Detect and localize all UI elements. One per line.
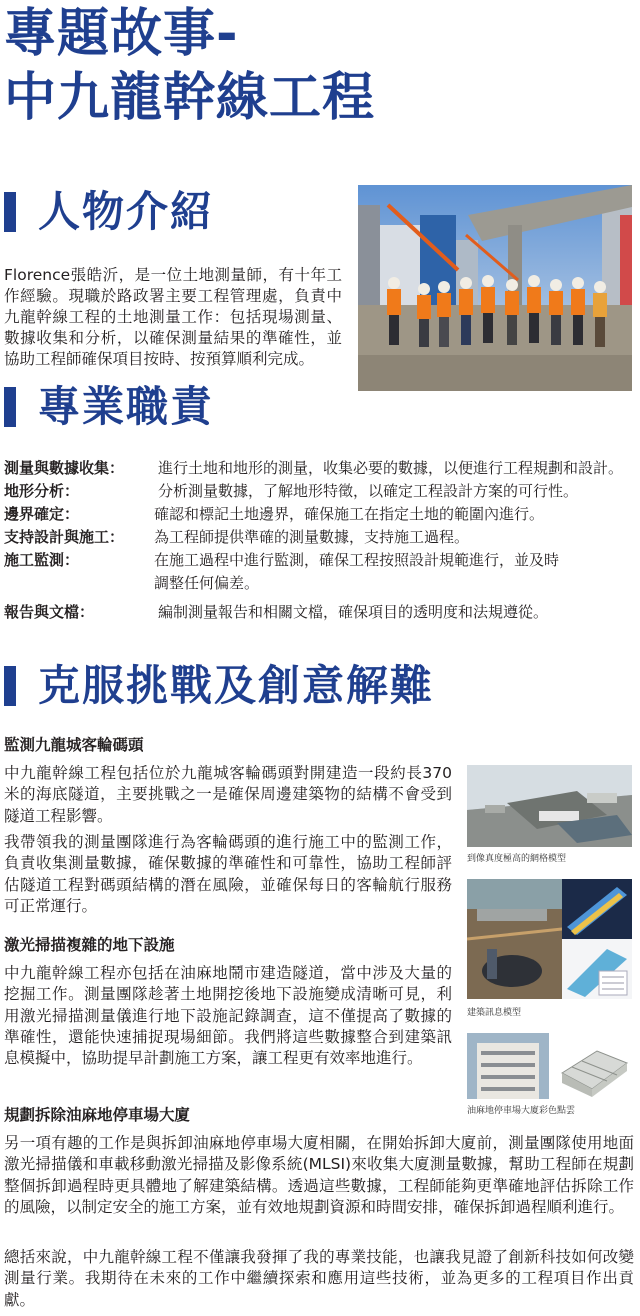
duty-item <box>4 526 640 549</box>
subheading-ferry-pier: 監測九龍城客輪碼頭 <box>4 736 144 754</box>
duty-item <box>4 480 640 503</box>
section-title-profile: 人物介紹 <box>38 187 215 236</box>
section-heading-duties <box>4 381 214 433</box>
page-title <box>4 2 375 130</box>
subheading-car-park: 規劃拆除油麻地停車場大廈 <box>4 1106 191 1124</box>
section-bar <box>4 387 16 427</box>
car-park-point-cloud-figure <box>467 1033 632 1099</box>
caption-mesh-model: 到像真度極高的網格模型 <box>467 854 567 864</box>
paragraph-car-park: 另一項有趣的工作是與拆卸油麻地停車場大廈相關，在開始拆卸大廈前，測量團隊使用地面激光掃描儀和車載移動激光掃描及影像系統(MLSI)來收集大廈測量數據，幫助工程師在規劃整個拆卸過程時更具體地了解建築結構。透過這些數據，工程師能夠更準確地評估拆除工作的風險，以制定安全的施工方案，並有效地規劃資源和時間安排，確保拆卸過程順利進行。 <box>4 1134 634 1216</box>
duty-term: 邊界確定： <box>4 505 80 523</box>
paragraph-laser-scan: 中九龍幹線工程亦包括在油麻地鬧市建造隧道，當中涉及大量的挖掘工作。測量團隊趁著土地開挖後地下設施變成清晰可見，利用激光掃描測量儀進行地下設施記錄調查，這不僅提高了數據的準確性，還能快速捕捉現場細節。我們將這些數據整合到建築訊息模擬中，協助提早計劃施工方案，讓工程更有效率地進行。 <box>4 964 452 1068</box>
section-title-duties: 專業職責 <box>38 382 215 431</box>
duty-description: 分析測量數據，了解地形特徵，以確定工程設計方案的可行性。 <box>158 482 579 500</box>
car-park-point-cloud-image <box>467 1033 632 1099</box>
caption-point-cloud: 油麻地停車場大廈彩色點雲 <box>467 1106 576 1116</box>
duty-item <box>4 457 640 480</box>
duty-item <box>4 549 640 595</box>
duty-term: 測量與數據收集： <box>4 459 125 477</box>
title-line-1: 專題故事- <box>4 4 239 64</box>
duty-description: 編制測量報告和相關文檔，確保項目的透明度和法規遵從。 <box>158 603 549 621</box>
paragraph-ferry-pier-2: 我帶領我的測量團隊進行為客輪碼頭的進行施工中的監測工作，負責收集測量數據，確保數據的準確性和可靠性，協助工程師評估隧道工程對碼頭結構的潛在風險，並確保每日的客輪航行服務可正常運行。 <box>4 833 452 915</box>
section-heading-profile <box>4 186 214 238</box>
mesh-model-figure <box>467 765 632 847</box>
duty-term: 報告與文檔： <box>4 603 95 621</box>
team-photo-image <box>358 185 632 391</box>
duty-description: 確認和標記土地邊界，確保施工在指定土地的範圍內進行。 <box>154 505 545 523</box>
duty-term: 地形分析： <box>4 482 80 500</box>
paragraph-summary: 總括來說，中九龍幹線工程不僅讓我發揮了我的專業技能，也讓我見證了創新科技如何改變測量行業。我期待在未來的工作中繼續探索和應用這些技術，並為更多的工程項目作出貢獻。 <box>4 1248 634 1309</box>
section-heading-challenges <box>4 660 434 712</box>
title-line-2: 中九龍幹線工程 <box>4 68 376 128</box>
section-bar <box>4 666 16 706</box>
subheading-laser-scan: 激光掃描複雜的地下設施 <box>4 936 175 954</box>
bim-model-image <box>467 879 632 999</box>
duty-description: 在施工過程中進行監測，確保工程按照設計規範進行，並及時 調整任何偏差。 <box>154 551 560 592</box>
duty-term: 支持設計與施工： <box>4 528 125 546</box>
intro-paragraph: Florence張皓沂，是一位土地測量師，有十年工作經驗。現職於路政署主要工程管理處，負責中九龍幹線工程的土地測量工作：包括現場測量、數據收集和分析，以確保測量結果的準確性，並協助工程師確保項目按時、按預算順利完成。 <box>4 266 342 368</box>
caption-bim-model: 建築訊息模型 <box>467 1008 522 1018</box>
duties-list <box>4 457 640 624</box>
section-bar <box>4 192 16 232</box>
duty-description: 進行土地和地形的測量，收集必要的數據，以便進行工程規劃和設計。 <box>158 459 624 477</box>
paragraph-ferry-pier-1: 中九龍幹線工程包括位於九龍城客輪碼頭對開建造一段約長370米的海底隧道，主要挑戰之一是確保周邊建築物的結構不會受到隧道工程影響。 <box>4 764 452 825</box>
bim-model-figure <box>467 879 632 999</box>
duty-item <box>4 601 640 624</box>
mesh-model-image <box>467 765 632 847</box>
duty-term: 施工監測： <box>4 551 80 569</box>
duty-item <box>4 503 640 526</box>
duty-description: 為工程師提供準確的測量數據，支持施工過程。 <box>154 528 470 546</box>
section-title-challenges: 克服挑戰及創意解難 <box>38 661 435 710</box>
team-photo <box>358 185 632 391</box>
